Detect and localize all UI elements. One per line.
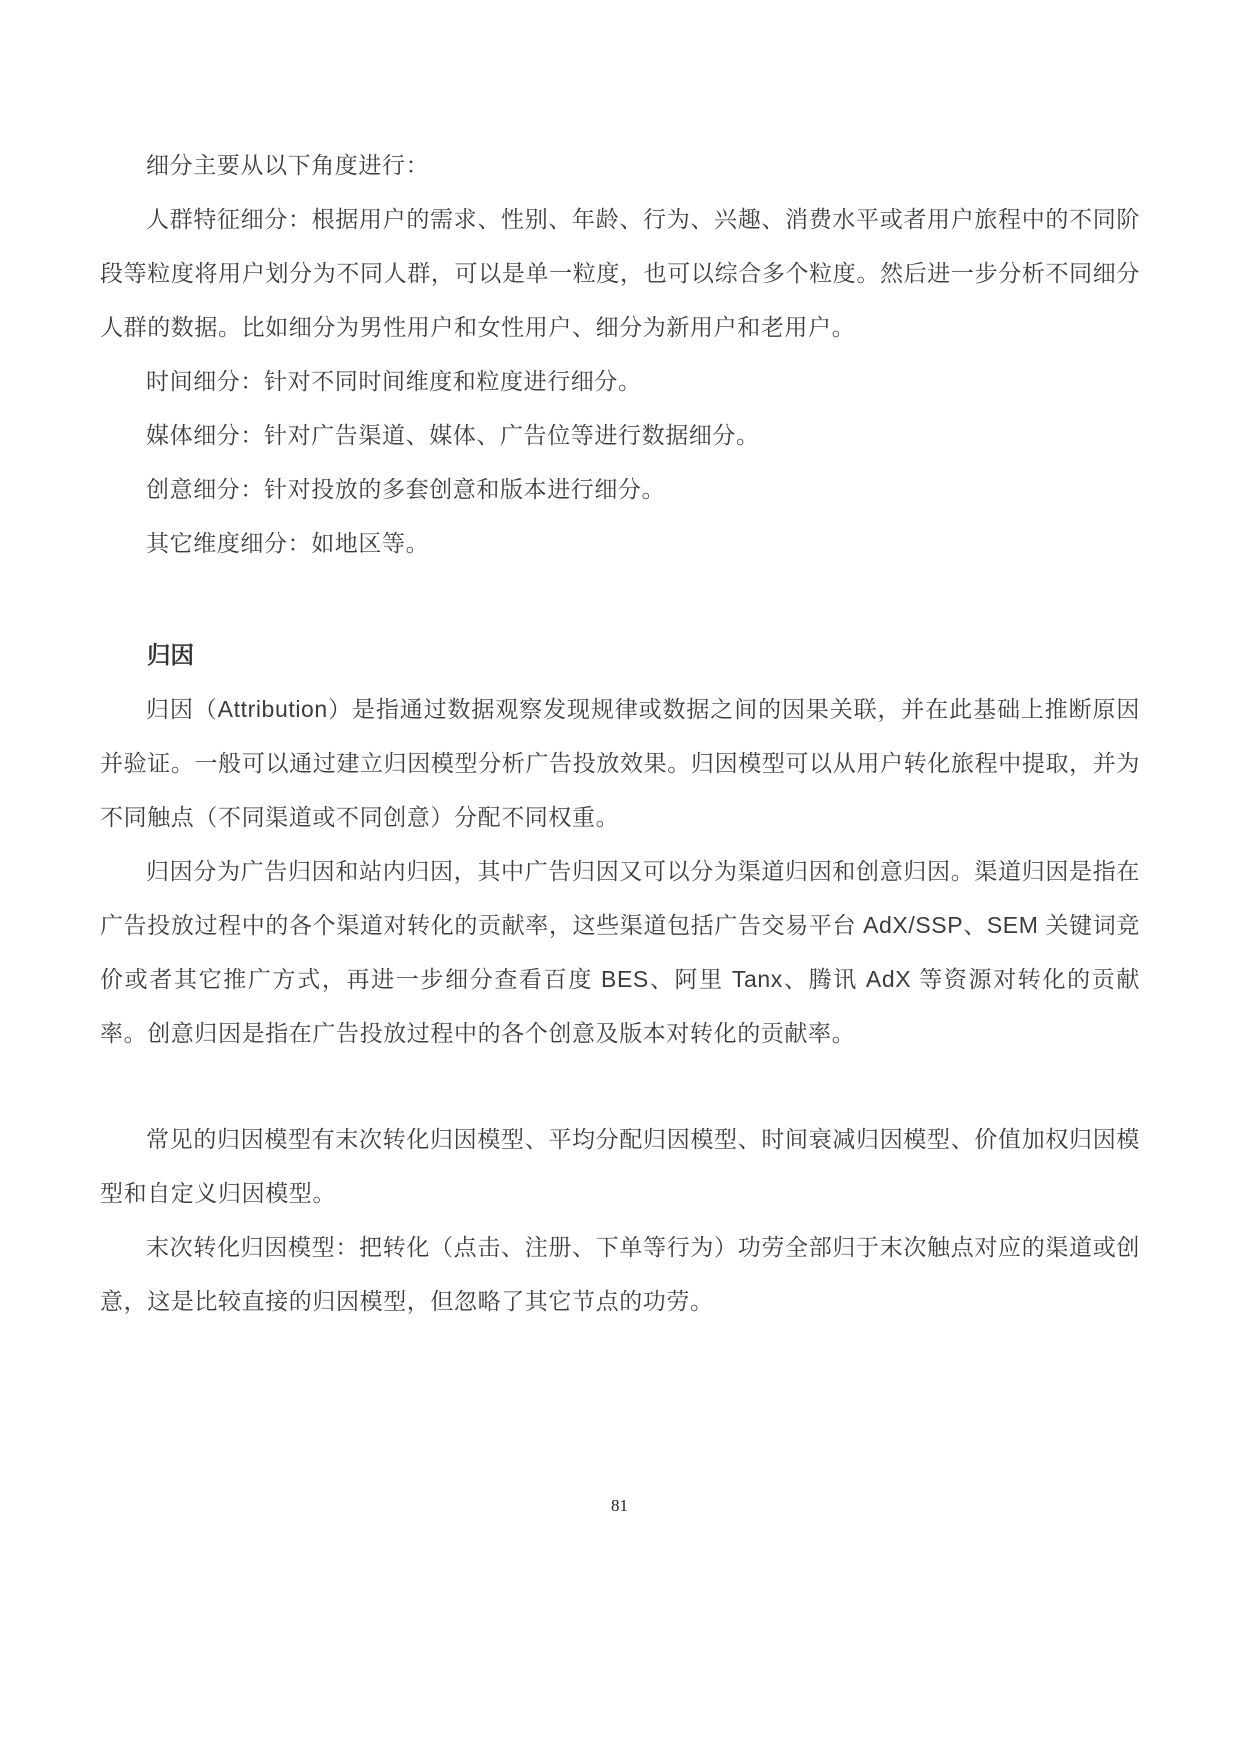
paragraph-creative-segmentation: 创意细分：针对投放的多套创意和版本进行细分。	[146, 476, 666, 502]
section-heading-attribution: 归因	[147, 642, 194, 668]
paragraph-audience-segmentation: 人群特征细分：根据用户的需求、性别、年龄、行为、兴趣、消费水平或者用户旅程中的不同阶段等粒度将用户划分为不同人群，可以是单一粒度，也可以综合多个粒度。然后进一步分析不同细分人群的数据。比如细分为男性用户和女性用户、细分为新用户和老用户。	[100, 206, 1140, 340]
paragraph-time-segmentation: 时间细分：针对不同时间维度和粒度进行细分。	[146, 368, 642, 394]
paragraph-segmentation-intro: 细分主要从以下角度进行：	[146, 152, 430, 178]
paragraph-attribution-models: 常见的归因模型有末次转化归因模型、平均分配归因模型、时间衰减归因模型、价值加权归因模型和自定义归因模型。	[100, 1126, 1140, 1206]
paragraph-attribution-types: 归因分为广告归因和站内归因，其中广告归因又可以分为渠道归因和创意归因。渠道归因是指在广告投放过程中的各个渠道对转化的贡献率，这些渠道包括广告交易平台 AdX/SSP、SEM 关键词竞价或者其它推广方式，再进一步细分查看百度 BES、阿里 Tanx、腾讯 AdX 等资源对转化的贡献率。创意归因是指在广告投放过程中的各个创意及版本对转化的贡献率。	[100, 858, 1140, 1046]
page-number: 81	[611, 1496, 628, 1515]
paragraph-attribution-definition: 归因（Attribution）是指通过数据观察发现规律或数据之间的因果关联，并在此基础上推断原因并验证。一般可以通过建立归因模型分析广告投放效果。归因模型可以从用户转化旅程中提取，并为不同触点（不同渠道或不同创意）分配不同权重。	[100, 696, 1140, 830]
paragraph-last-touch-model: 末次转化归因模型：把转化（点击、注册、下单等行为）功劳全部归于末次触点对应的渠道或创意，这是比较直接的归因模型，但忽略了其它节点的功劳。	[100, 1234, 1140, 1314]
page-body	[100, 138, 1140, 1328]
paragraph-other-segmentation: 其它维度细分：如地区等。	[146, 530, 430, 556]
paragraph-media-segmentation: 媒体细分：针对广告渠道、媒体、广告位等进行数据细分。	[146, 422, 760, 448]
